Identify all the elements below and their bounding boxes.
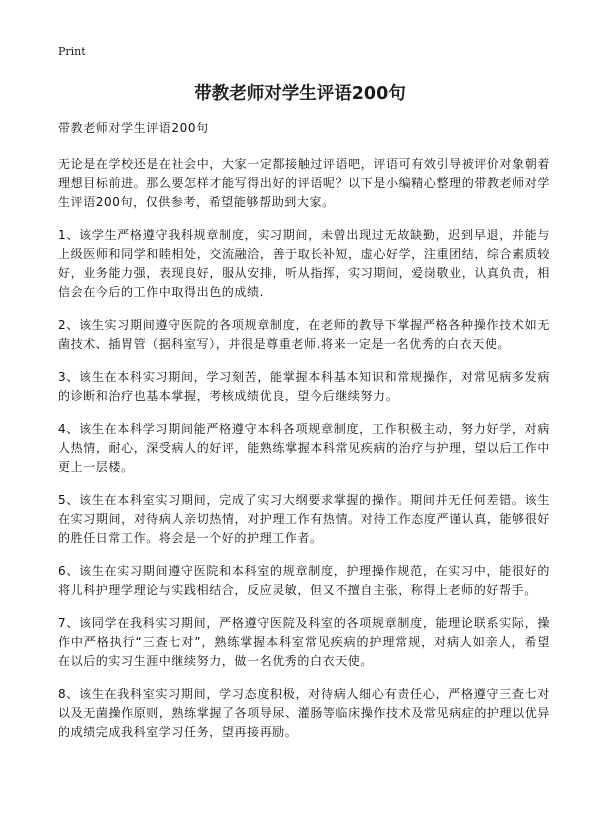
comment-paragraph: 6、该生在实习期间遵守医院和本科室的规章制度，护理操作规范，在实习中，能很好的将儿科护理学理论与实践相结合，反应灵敏，但又不擅自主张，称得上老师的好帮手。 xyxy=(58,564,550,597)
comment-paragraph: 2、该生实习期间遵守医院的各项规章制度，在老师的教导下掌握严格各种操作技术如无菌技术、插胃管（据科室写），并很是尊重老师.将来一定是一名优秀的白衣天使。 xyxy=(58,318,550,351)
print-link[interactable]: Print xyxy=(58,45,86,58)
comment-paragraph: 1、该学生严格遵守我科规章制度，实习期间，未曾出现过无故缺勤，迟到早退，并能与上级医师和同学和睦相处，交流融洽，善于取长补短，虚心好学，注重团结，综合素质较好，业务能力强，表现良好，服从安排，听从指挥，实习期间，爱岗敬业，认真负责，相信会在今后的工作中取得出色的成绩. xyxy=(58,228,550,299)
comment-paragraph: 8、该生在我科室实习期间，学习态度积极，对待病人细心有责任心，严格遵守三查七对以及无菌操作原则，熟练掌握了各项导尿、灌肠等临床操作技术及常见病症的护理以优异的成绩完成我科室学习任务，望再接再励。 xyxy=(58,687,550,739)
page-title: 带教老师对学生评语200句 xyxy=(194,84,406,104)
comment-paragraph: 7、该同学在我科实习期间，严格遵守医院及科室的各项规章制度，能理论联系实际，操作中严格执行“三查七对”，熟练掌握本科室常见疾病的护理常规，对病人如亲人，希望在以后的实习生涯中继续努力，做一名优秀的白衣天使。 xyxy=(58,616,550,668)
intro-paragraph: 无论是在学校还是在社会中，大家一定都接触过评语吧，评语可有效引导被评价对象朝着理想目标前进。那么要怎样才能写得出好的评语呢？以下是小编精心整理的带教老师对学生评语200句，仅供参考，希望能够帮助到大家。 xyxy=(58,157,550,209)
comment-paragraph: 3、该生在本科实习期间，学习刻苦，能掌握本科基本知识和常规操作，对常见病多发病的诊断和治疗也基本掌握，考核成绩优良，望今后继续努力。 xyxy=(58,370,550,403)
document-body xyxy=(58,119,550,742)
document-subtitle: 带教老师对学生评语200句 xyxy=(58,121,209,135)
comment-paragraph: 5、该生在本科室实习期间，完成了实习大纲要求掌握的操作。期间并无任何差错。该生在实习期间，对待病人亲切热情，对护理工作有热情。对待工作态度严谨认真，能够很好的胜任日常工作。将会是一个好的护理工作者。 xyxy=(58,493,550,545)
comment-paragraph: 4、该生在本科学习期间能严格遵守本科各项规章制度，工作积极主动，努力好学，对病人热情，耐心，深受病人的好评，能熟练掌握本科常见疾病的治疗与护理，望以后工作中更上一层楼。 xyxy=(58,422,550,474)
